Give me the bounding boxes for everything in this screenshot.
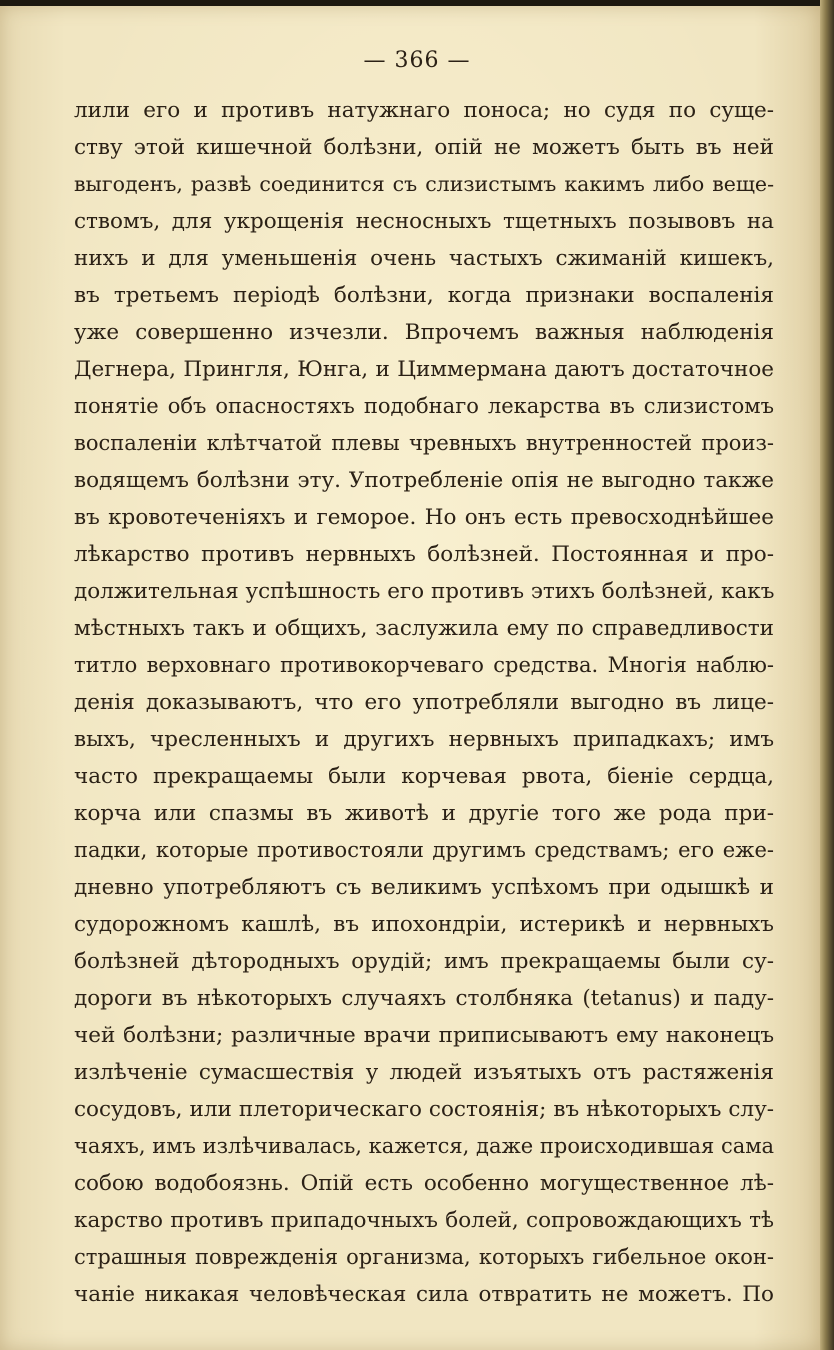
text-line: денія доказываютъ, что его употребляли выгодно въ лице- bbox=[74, 690, 774, 715]
text-line: чей болѣзни; различные врачи приписываютъ ему наконецъ bbox=[74, 1023, 774, 1048]
text-line: страшныя поврежденія организма, которыхъ гибельное окон- bbox=[74, 1245, 774, 1269]
text-line: судорожномъ кашлѣ, въ ипохондріи, истерикѣ и нервныхъ bbox=[74, 912, 774, 937]
text-line: собою водобоязнь. Опій есть особенно могущественное лѣ- bbox=[74, 1171, 774, 1196]
book-spine-edge bbox=[820, 0, 834, 1350]
text-line: водящемъ болѣзни эту. Употребленіе опія не выгодно также bbox=[74, 468, 774, 493]
text-line: должительная успѣшность его противъ этихъ болѣзней, какъ bbox=[74, 579, 774, 604]
text-line: выхъ, чресленныхъ и другихъ нервныхъ припадкахъ; имъ bbox=[74, 727, 774, 752]
text-line: лили его и противъ натужнаго поноса; но судя по суще- bbox=[74, 98, 774, 123]
text-line: болѣзней дѣторoдныхъ орудій; имъ прекращаемы были су- bbox=[74, 949, 774, 974]
text-line: мѣстныхъ такъ и общихъ, заслужила ему по справедливости bbox=[74, 616, 774, 641]
text-line: чаніе никакая человѣческая сила отвратить не можетъ. По bbox=[74, 1282, 774, 1307]
text-line: нихъ и для уменьшенія очень частыхъ сжиманій кишекъ, bbox=[74, 246, 774, 271]
text-line: чаяхъ, имъ излѣчивалась, кажется, даже происходившая сама bbox=[74, 1134, 774, 1158]
text-line: понятіе объ опасностяхъ подобнаго лекарства въ слизистомъ bbox=[74, 394, 774, 418]
text-line: ству этой кишечной болѣзни, опій не можетъ быть въ ней bbox=[74, 135, 774, 160]
text-line: титло верховнаго противокорчеваго средства. Многія наблю- bbox=[74, 653, 774, 677]
page-body-text bbox=[74, 92, 774, 1313]
text-line: корча или спазмы въ животѣ и другіе того же рода при- bbox=[74, 801, 774, 826]
text-line: въ кровотеченіяхъ и геморое. Но онъ есть превосходнѣйшее bbox=[74, 505, 774, 530]
text-line: падки, которые противостояли другимъ средствамъ; его еже- bbox=[74, 838, 774, 862]
text-line: сосудовъ, или плеторическаго состоянія; въ нѣкоторыхъ слу- bbox=[74, 1097, 774, 1122]
text-line: въ третьемъ періодѣ болѣзни, когда признаки воспаленія bbox=[74, 283, 774, 308]
text-line: лѣкарство противъ нервныхъ болѣзней. Постоянная и про- bbox=[74, 542, 774, 567]
text-line: излѣченіе сумасшествія у людей изъятыхъ отъ растяженія bbox=[74, 1060, 774, 1085]
text-line: Дегнера, Прингля, Юнга, и Циммермана даютъ достаточное bbox=[74, 357, 774, 382]
text-line: часто прекращаемы были корчевая рвота, біеніе сердца, bbox=[74, 764, 774, 789]
text-line: дороги въ нѣкоторыхъ случаяхъ столбняка (tetanus) и паду- bbox=[74, 986, 774, 1011]
text-line: ствомъ, для укрощенія несносныхъ тщетныхъ позывовъ на bbox=[74, 209, 774, 234]
page-number: — 366 — bbox=[363, 48, 471, 73]
text-line: уже совершенно изчезли. Впрочемъ важныя наблюденія bbox=[74, 320, 774, 345]
text-line: дневно употребляютъ съ великимъ успѣхомъ при одышкѣ и bbox=[74, 875, 774, 900]
text-line: выгоденъ, развѣ соединится съ слизистымъ какимъ либо веще- bbox=[74, 172, 774, 196]
text-line: карство противъ припадочныхъ болей, сопровождающихъ тѣ bbox=[74, 1208, 774, 1233]
text-line: воспаленіи клѣтчатой плевы чревныхъ внутренностей произ- bbox=[74, 431, 774, 455]
